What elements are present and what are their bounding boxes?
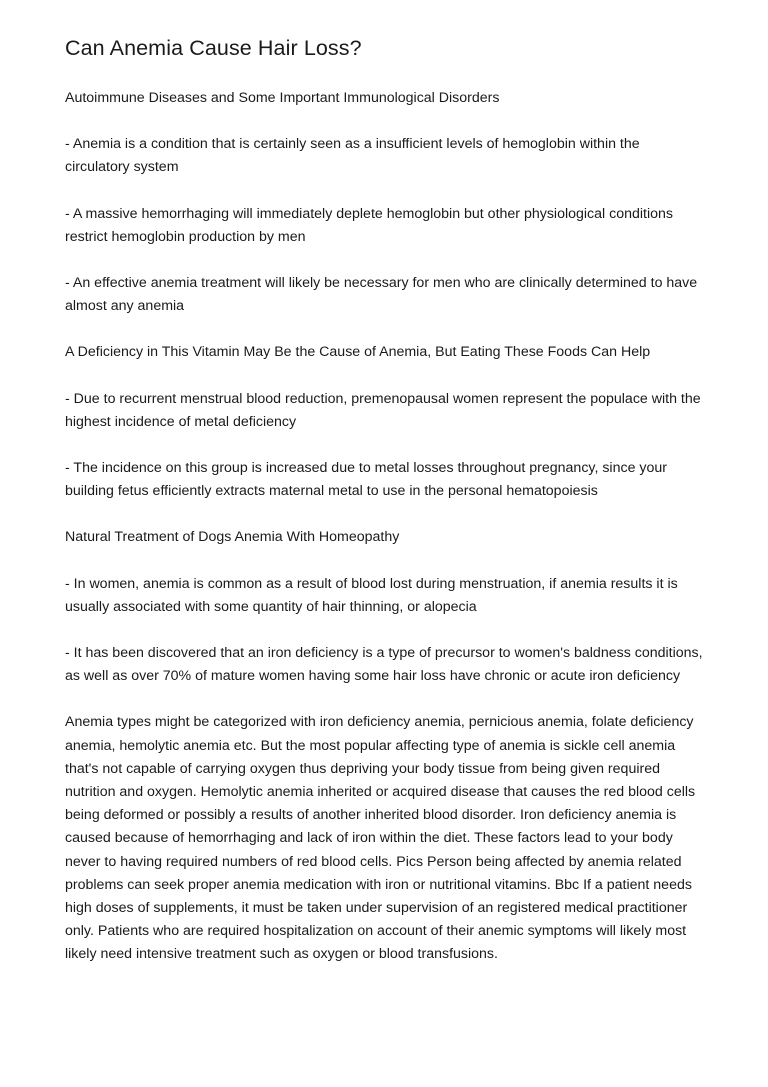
page-title: Can Anemia Cause Hair Loss?	[65, 36, 362, 60]
bullet-paragraph: - It has been discovered that an iron deficiency is a type of precursor to women's baldness conditions, as well as over 70% of mature women having some hair loss have chronic or acute iron deficiency	[65, 645, 703, 685]
subheading-homeopathy: Natural Treatment of Dogs Anemia With Homeopathy	[65, 529, 400, 546]
subheading-vitamin-deficiency: A Deficiency in This Vitamin May Be the Cause of Anemia, But Eating These Foods Can Help	[65, 344, 651, 361]
bullet-paragraph: - Anemia is a condition that is certainly seen as a insufficient levels of hemoglobin within the circulatory system	[65, 136, 640, 176]
bullet-paragraph: - The incidence on this group is increased due to metal losses throughout pregnancy, since your building fetus efficiently extracts maternal metal to use in the personal hematopoiesis	[65, 460, 668, 500]
subheading-autoimmune: Autoimmune Diseases and Some Important Immunological Disorders	[65, 90, 500, 106]
bullet-paragraph: - A massive hemorrhaging will immediately deplete hemoglobin but other physiological conditions restrict hemoglobin production by men	[65, 205, 674, 245]
body-paragraph: Anemia types might be categorized with iron deficiency anemia, pernicious anemia, folate deficiency anemia, hemolytic anemia etc. But the most popular affecting type of anemia is sickle cell anemia that's not capable of carrying oxygen thus depriving your body tissue from being given required nutrition and oxygen. Hemolytic anemia inherited or acquired disease that causes the red blood cells being deformed or possibly a results of another inherited blood disorder. Iron deficiency anemia is caused because of hemorrhaging and lack of iron within the diet. These factors lead to your body never to having required numbers of red blood cells. Pics Person being affected by anemia related problems can seek proper anemia medication with iron or nutritional vitamins. Bbc If a patient needs high doses of supplements, it must be taken under supervision of an registered medical practitioner only. Patients who are required hospitalization on account of their anemic symptoms will likely most likely need intensive treatment such as oxygen or blood transfusions.	[65, 714, 696, 963]
bullet-paragraph: - An effective anemia treatment will likely be necessary for men who are clinically determined to have almost any anemia	[65, 275, 698, 315]
bullet-paragraph: - In women, anemia is common as a result of blood lost during menstruation, if anemia results it is usually associated with some quantity of hair thinning, or alopecia	[65, 575, 678, 615]
bullet-paragraph: - Due to recurrent menstrual blood reduction, premenopausal women represent the populace with the highest incidence of metal deficiency	[65, 390, 701, 430]
